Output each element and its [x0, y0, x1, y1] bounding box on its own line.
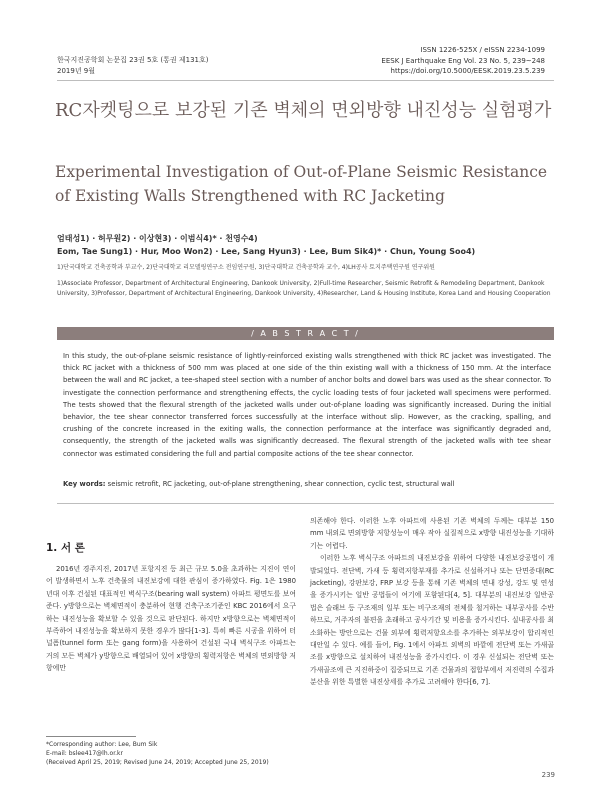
- paragraph: 2016년 경주지진, 2017년 포항지진 등 최근 규모 5.0을 초과하는 지진이 연이어 발생하면서 노후 건축물의 내진보강에 대한 관심이 증가하였다. Fig. 1은 1980년대 이후 건설된 대표적인 벽식구조(bearing wall system) 아파트 평면도를 보여준다. y방향으로는 벽체면적이 충분하여 현행 건축구조기준인 KBC 2016에서 요구하는 내진성능을 확보할 수 있을 것으로 판단된다. 하지만 x방향으로는 벽체면적이 부족하여 내진성능을 확보하지 못한 경우가 많다[1-3]. 특히 빠른 시공을 위하여 터널폼(tunnel form 또는 gang form)을 사용하여 건설된 국내 벽식구조 아파트는 거의 모든 벽체가 y방향으로 배열되어 있어 x방향의 횡력저항은 벽체의 면외방향 저항에만: [46, 565, 296, 673]
- body-column-left: [46, 563, 296, 675]
- abstract-divider: [57, 503, 554, 504]
- author-email[interactable]: E-mail: bslee417@lh.or.kr: [46, 750, 123, 757]
- paragraph: 의존해야 한다. 이러한 노후 아파트에 사용된 기존 벽체의 두께는 대부분 150 mm 내외로 면외방향 저항성능이 매우 작아 실질적으로 x방향 내진성능을 기대하기는 어렵다.: [310, 517, 554, 550]
- journal-volume-line: EESK J Earthquake Eng Vol. 23 No. 5, 239~248: [381, 56, 545, 65]
- section-heading-introduction: 1. 서 론: [46, 542, 85, 554]
- keywords: [63, 479, 551, 489]
- authors-korean: 엄태성1) · 허무원2) · 이상현3) · 이범식4)* · 천영수4): [57, 234, 258, 243]
- header-divider: [57, 80, 554, 81]
- keywords-label: Key words:: [63, 480, 106, 488]
- title-english: Experimental Investigation of Out-of-Plane Seismic Resistance of Existing Walls Strengthened with RC Jacketing: [55, 163, 548, 205]
- page-number: 239: [541, 771, 555, 779]
- authors-english: Eom, Tae Sung1) · Hur, Moo Won2) · Lee, Sang Hyun3) · Lee, Bum Sik4)* · Chun, Young Soo4): [57, 247, 476, 256]
- paragraph: 이러한 노후 벽식구조 아파트의 내진보강을 위하여 다양한 내진보강공법이 개발되었다. 전단벽, 가새 등 횡력저항부재를 추가로 신설하거나 또는 단면증대(RC jacketing), 강판보강, FRP 보강 등을 통해 기존 벽체의 면내 강성, 강도 및 연성을 증가시키는 일반 공법들이 여기에 포함된다[4, 5]. 대부분의 내진보강 일반공법은 슬래브 등 구조재의 일부 또는 비구조재의 전체를 철거하는 내부공사를 수반하므로, 거주자의 불편을 초래하고 공사기간 및 비용을 증가시킨다. 실내공사를 최소화하는 방안으로는 건물 외부에 횡력저항요소를 추가하는 외부보강이 합리적인 대안일 수 있다. 예를 들어, Fig. 1에서 아파트 외벽의 바깥에 전단벽 또는 가새골조를 x방향으로 설치하여 내진성능을 증가시킨다. 이 경우 신설되는 전단벽 또는 가새골조에 큰 지진하중이 집중되므로 기존 건물과의 접합부에서 저진력의 수집과 분산을 위한 특별한 내진상세를 추가로 고려해야 한다[6, 7].: [310, 554, 554, 687]
- affiliations-korean: 1)단국대학교 건축공학과 부교수, 2)단국대학교 리모델링연구소 전임연구원, 3)단국대학교 건축공학과 교수, 4)LH공사 토지주택연구원 연구위원: [57, 264, 435, 271]
- journal-date-line: 2019년 9월: [57, 66, 96, 75]
- corresponding-name: Lee, Bum Sik: [118, 741, 158, 748]
- corresponding-author: [46, 740, 306, 749]
- body-column-right: [310, 515, 554, 689]
- issn-line: ISSN 1226-525X / eISSN 2234-1099: [420, 46, 545, 54]
- received-dates: (Received April 25, 2019; Revised June 24, 2019; Accepted June 25, 2019): [46, 759, 269, 766]
- journal-name-line: 한국지진공학회 논문집 23권 5호 (통권 제131호): [57, 56, 209, 64]
- journal-header-right: [381, 45, 545, 77]
- affiliations-english: 1)Associate Professor, Department of Architectural Engineering, Dankook University, 2)Full-time Researcher, Seismic Retrofit & Remodeling Department, Dankook University, 3)Professor, Department of Architectural Engineering, Dankook University, 4)Researcher, Land & Housing Institute, Korea Land and Housing Cooperation: [57, 280, 551, 297]
- journal-header-left: [57, 55, 209, 76]
- footnote: [46, 740, 306, 767]
- keywords-list: seismic retrofit, RC jacketing, out-of-plane strengthening, shear connection, cyclic test, structural wall: [107, 480, 455, 488]
- footnote-rule: [46, 736, 136, 737]
- title-korean: RC자켓팅으로 보강된 기존 벽체의 면외방향 내진성능 실험평가: [55, 100, 552, 121]
- abstract-heading: / A B S T R A C T /: [57, 327, 554, 340]
- abstract-text: In this study, the out-of-plane seismic resistance of lightly-reinforced existing walls strengthened with thick RC jacket was investigated. The thick RC jacket with a thickness of 500 mm was placed at one side of the thin existing wall with a thickness of 150 mm. At the interface between the wall and RC jacket, a tee-shaped steel section with a number of anchor bolts and dowel bars was used as the shear connector. To investigate the connection performance and strengthening effects, the cyclic loading tests of four jacketed wall specimens were performed. The tests showed that the flexural strength of the jacketed walls under out-of-plane loading was significantly increased. During the initial behavior, the tee shear connector transferred forces successfully at the interface without slip. However, as the cracking, spalling, and crushing of the concrete increased in the exiting walls, the connection performance at the interface was significantly degraded and, consequently, the strength of the jacketed walls was significantly decreased. The flexural strength of the jacketed walls with tee shear connector was estimated considering the full and partial composite actions of the tee shear connector.: [63, 352, 551, 458]
- corresponding-label: *Corresponding author:: [46, 741, 117, 748]
- author-list: [57, 232, 557, 258]
- doi-link[interactable]: https://doi.org/10.5000/EESK.2019.23.5.239: [390, 67, 545, 75]
